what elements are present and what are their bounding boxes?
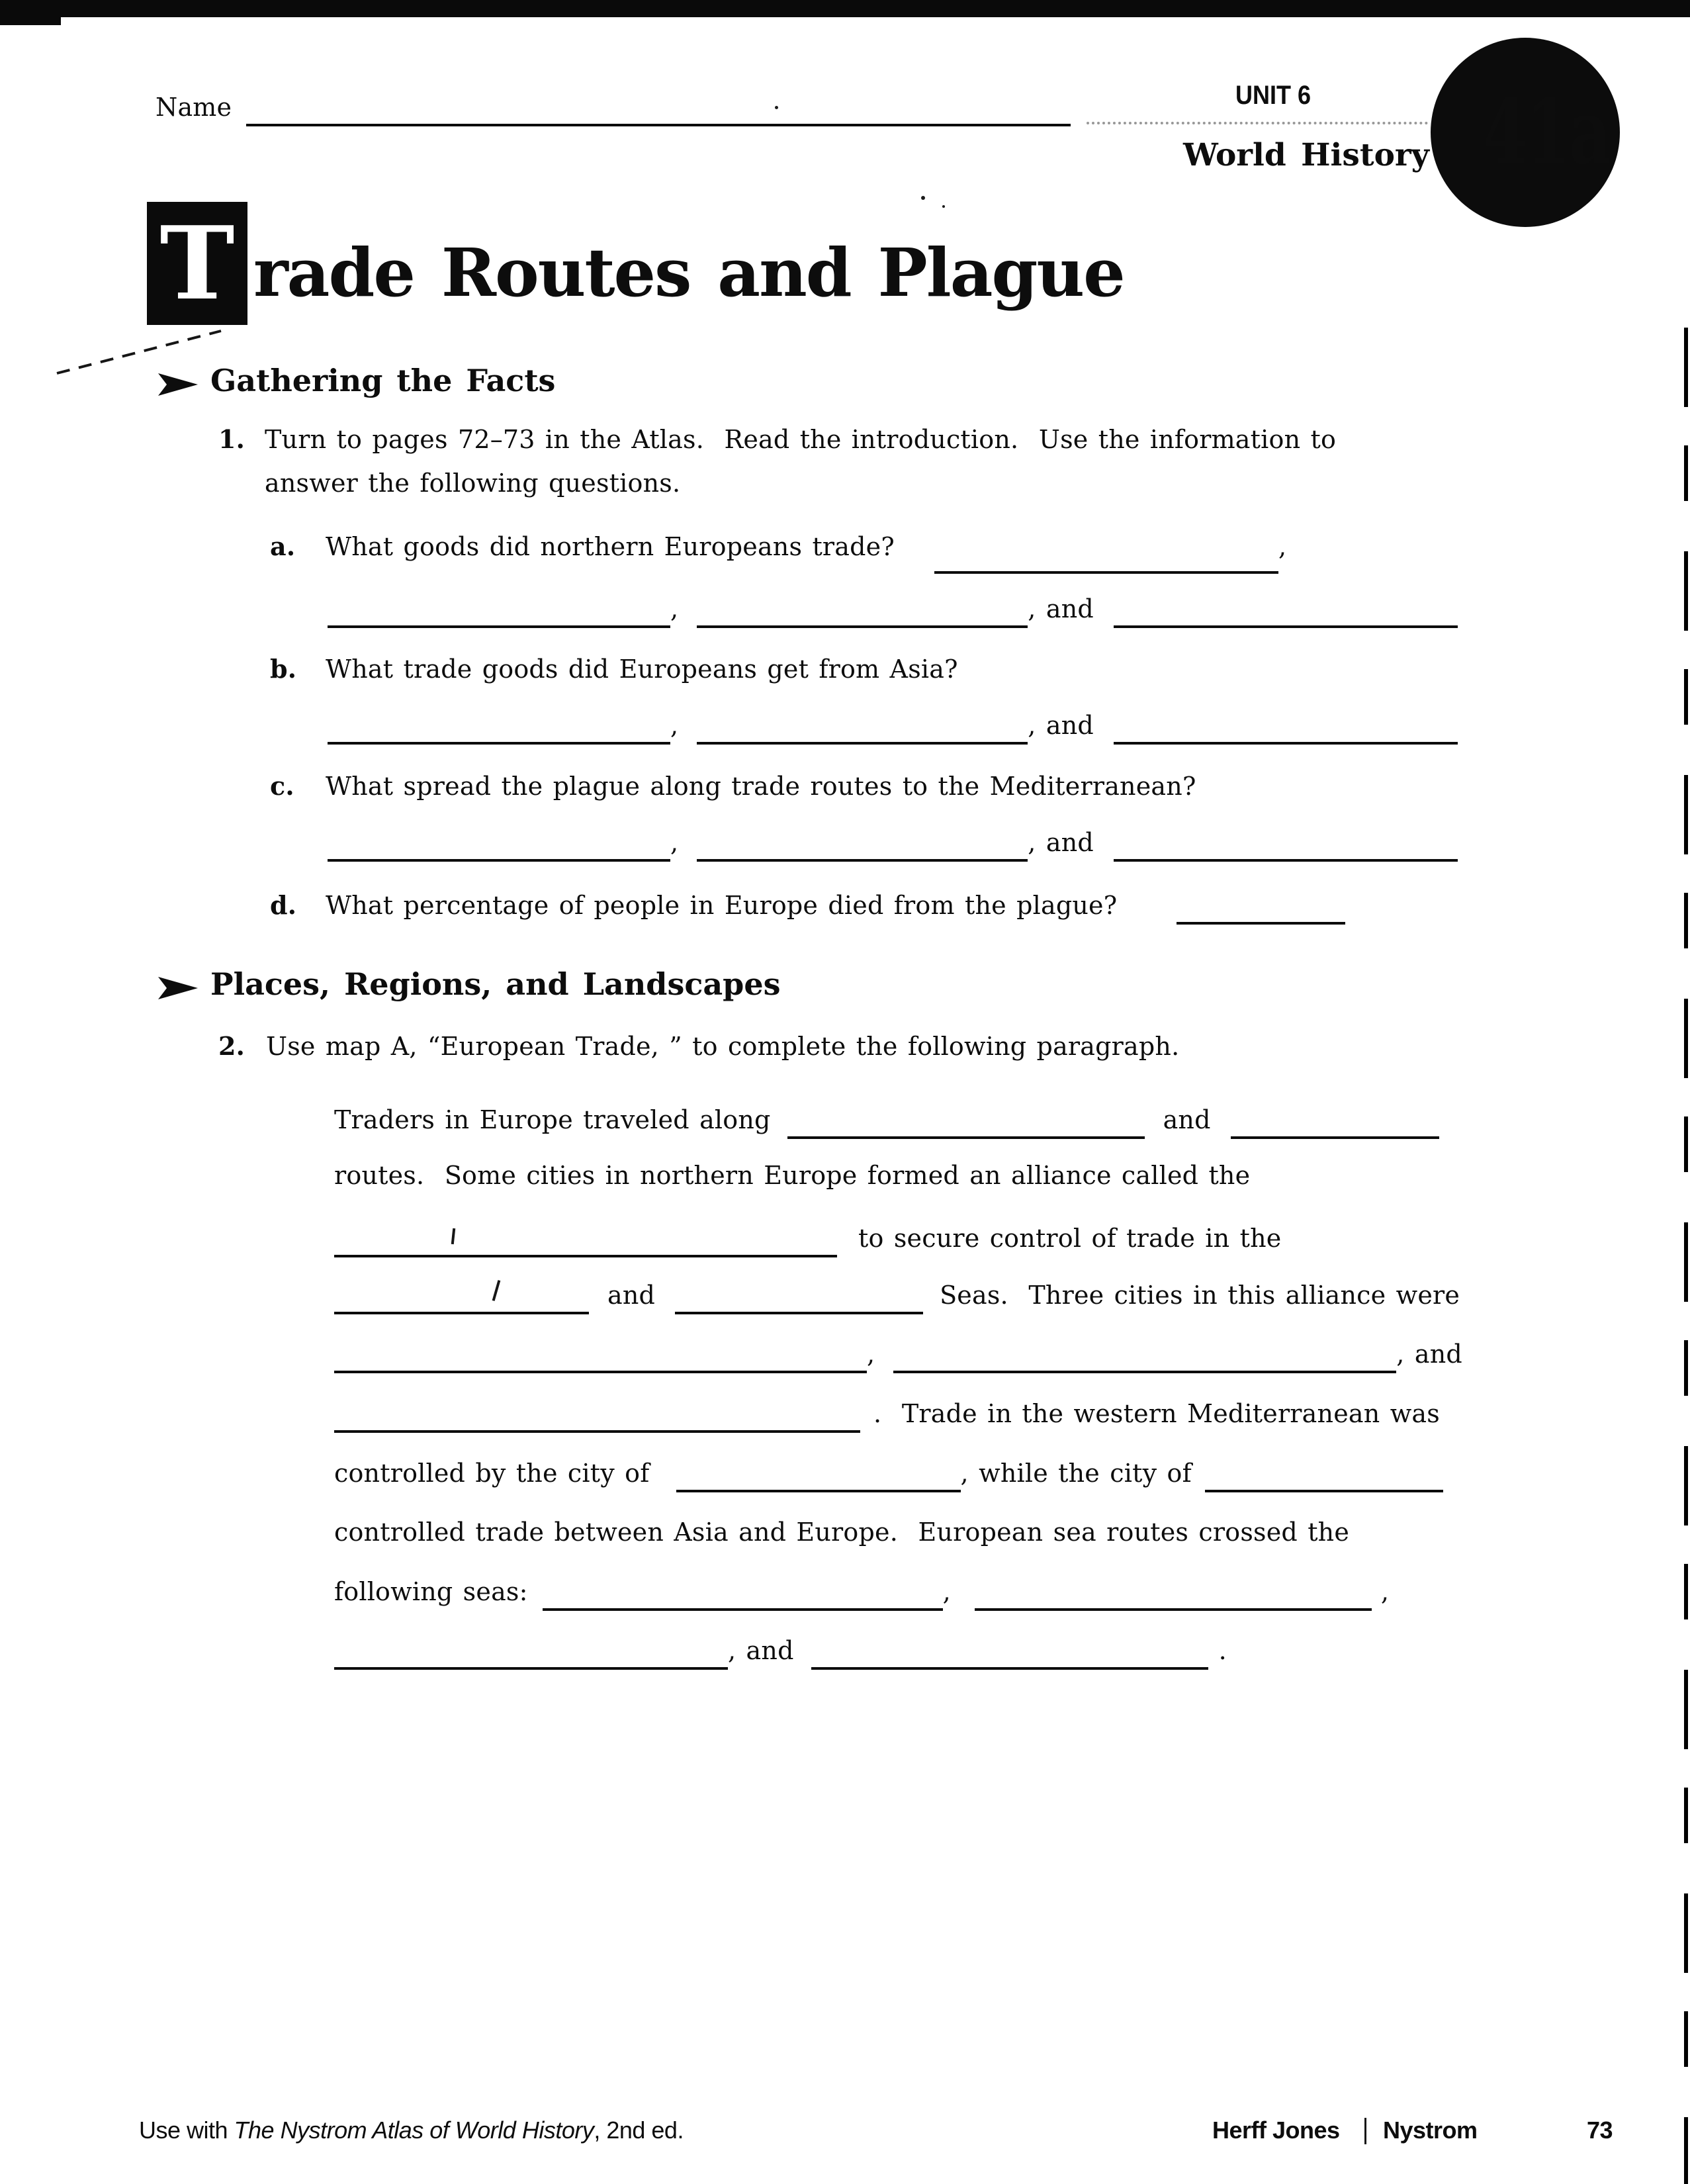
subject-label: World History <box>1183 137 1429 173</box>
footer-separator <box>1364 2118 1366 2144</box>
footer-citation <box>139 2116 684 2144</box>
answer-row-c <box>328 828 1458 862</box>
paragraph-line-9 <box>334 1577 1389 1611</box>
answer-blank <box>1177 902 1345 925</box>
paragraph-line-10 <box>334 1636 1227 1670</box>
paragraph-line-1 <box>334 1105 1439 1139</box>
answer-blank <box>334 1410 860 1433</box>
question-b-text: What trade goods did Europeans get from Asia? <box>326 655 958 684</box>
comma-and: , and <box>1396 1340 1462 1369</box>
paragraph-text: controlled trade between Asia and Europe. European sea routes crossed the <box>334 1518 1350 1547</box>
question-d <box>326 891 1345 925</box>
question-label-d: d. <box>270 890 297 920</box>
answer-blank <box>975 1588 1372 1611</box>
item-text-line: answer the following questions. <box>265 469 681 498</box>
paragraph-line-2 <box>334 1161 1250 1190</box>
title-dropcap: T <box>147 202 247 325</box>
answer-blank <box>334 1235 837 1257</box>
answer-blank <box>697 606 1028 628</box>
page-number: 73 <box>1587 2116 1613 2144</box>
answer-blank <box>334 1292 589 1314</box>
answer-blank <box>1114 606 1458 628</box>
dotted-scan-artifact <box>1087 122 1428 124</box>
question-a-text: What goods did northern Europeans trade? <box>326 532 895 561</box>
comma: , <box>670 711 679 740</box>
paragraph-text: to secure control of trade in the <box>858 1224 1282 1253</box>
period: . <box>1218 1636 1227 1665</box>
question-d-text: What percentage of people in Europe died from the plague? <box>326 891 1118 920</box>
paragraph-text: following seas: <box>334 1577 528 1606</box>
answer-blank <box>543 1588 943 1611</box>
paragraph-line-6 <box>334 1399 1440 1433</box>
paragraph-text: Seas. Three cities in this alliance were <box>940 1281 1460 1310</box>
answer-blank <box>1205 1470 1443 1492</box>
item-number: 1. <box>218 424 245 454</box>
item-text-line: Turn to pages 72–73 in the Atlas. Read the introduction. Use the information to <box>265 425 1337 454</box>
comma: , <box>670 594 679 623</box>
footer-edition: , 2nd ed. <box>594 2116 684 2144</box>
comma: , <box>867 1340 875 1369</box>
paragraph-text: controlled by the city of <box>334 1459 650 1488</box>
answer-blank <box>334 1351 867 1373</box>
paragraph-line-4 <box>334 1281 1460 1314</box>
answer-row-a <box>328 594 1458 628</box>
section-heading-facts: Gathering the Facts <box>210 363 556 398</box>
answer-blank <box>811 1647 1208 1670</box>
question-label-c: c. <box>270 771 294 801</box>
answer-blank <box>1231 1116 1439 1139</box>
question-a <box>326 532 1286 574</box>
paragraph-text: routes. Some cities in northern Europe formed an alliance called the <box>334 1161 1251 1190</box>
paragraph-line-3 <box>334 1224 1281 1257</box>
answer-row-b <box>328 711 1458 745</box>
answer-blank <box>675 1292 923 1314</box>
paragraph-line-5 <box>334 1340 1462 1373</box>
answer-blank <box>1114 722 1458 745</box>
question-c <box>326 772 1196 801</box>
answer-blank <box>893 1351 1396 1373</box>
question-b <box>326 655 958 684</box>
comma-and: , and <box>1028 594 1094 623</box>
paragraph-text: , while the city of <box>960 1459 1192 1488</box>
comma: , <box>1380 1577 1390 1606</box>
unit-label: UNIT 6 <box>1235 81 1312 110</box>
footer-citation-prefix: Use with <box>139 2116 234 2144</box>
arrow-bullet-icon <box>157 975 199 1001</box>
arrow-bullet-icon <box>157 371 199 398</box>
paragraph-text: . Trade in the western Mediterranean was <box>873 1399 1440 1428</box>
comma: , <box>1278 532 1287 561</box>
paragraph-line-8 <box>334 1518 1349 1547</box>
pencil-scan-artifact <box>52 323 230 383</box>
answer-blank <box>676 1470 961 1492</box>
comma-and: , and <box>728 1636 794 1665</box>
paragraph-text: and <box>607 1281 656 1310</box>
name-label: Name <box>156 93 232 122</box>
answer-blank <box>697 722 1028 745</box>
right-edge-scan-artifact <box>1684 328 1688 2184</box>
footer-publisher-left: Herff Jones <box>1212 2116 1340 2144</box>
name-blank-line <box>246 124 1071 126</box>
comma-and: , and <box>1028 711 1094 740</box>
answer-blank <box>1114 839 1458 862</box>
comma-and: , and <box>1028 828 1094 857</box>
lesson-code: 41a <box>1482 79 1609 185</box>
scan-speck <box>942 205 945 208</box>
item-text-line: Use map A, “European Trade, ” to complete the following paragraph. <box>266 1032 1180 1061</box>
scan-speck <box>921 196 925 200</box>
question-label-b: b. <box>270 654 297 684</box>
top-scan-bar-nub <box>0 17 61 25</box>
answer-blank <box>334 1647 728 1670</box>
paragraph-text: and <box>1163 1105 1211 1134</box>
footer-publisher-right: Nystrom <box>1383 2116 1478 2144</box>
section-heading-places: Places, Regions, and Landscapes <box>210 966 781 1002</box>
top-scan-bar <box>0 0 1690 17</box>
footer-book-title: The Nystrom Atlas of World History <box>234 2116 594 2144</box>
comma: , <box>942 1577 951 1606</box>
paragraph-text: Traders in Europe traveled along <box>334 1105 771 1134</box>
answer-blank <box>328 722 670 745</box>
question-label-a: a. <box>270 531 296 561</box>
answer-blank <box>787 1116 1145 1139</box>
answer-blank <box>697 839 1028 862</box>
item-number: 2. <box>218 1031 245 1061</box>
paragraph-line-7 <box>334 1459 1443 1492</box>
answer-blank <box>934 551 1278 574</box>
answer-blank <box>328 839 670 862</box>
page-title: rade Routes and Plague <box>253 234 1124 312</box>
question-c-text: What spread the plague along trade routes to the Mediterranean? <box>326 772 1196 801</box>
scan-speck <box>775 106 778 109</box>
answer-blank <box>328 606 670 628</box>
comma: , <box>670 828 679 857</box>
